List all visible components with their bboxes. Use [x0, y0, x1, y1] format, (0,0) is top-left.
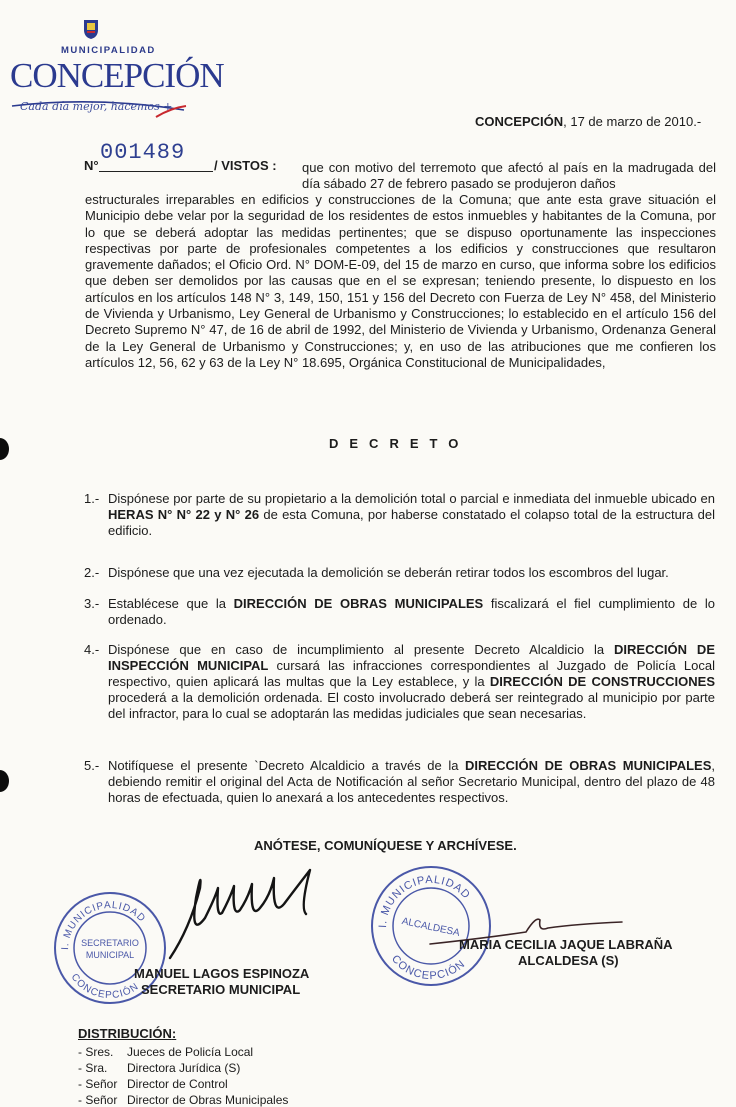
punch-hole	[0, 770, 9, 792]
svg-text:SECRETARIO: SECRETARIO	[81, 938, 139, 948]
secretary-name: MANUEL LAGOS ESPINOZA	[134, 966, 310, 981]
mayor-title: ALCALDESA (S)	[518, 953, 619, 968]
vistos-body: estructurales irreparables en edificios y construcciones de la Comuna; que ante esta grave situación el Municipio debe velar por la seguridad de los residentes de estos inmuebles y habitantes de la Comuna, por lo que se deberá adoptar las medidas pertinentes; que se dispuso oportunamente las inspecciones respectivas por parte de profesionales competentes a los edificios y construcciones que resultaron gravemente dañados; el Oficio Ord. N° DOM-E-09, del 15 de marzo en curso, que informa sobre los edificios que deben ser demolidos por las causas que en el se expresan; teniendo presente, lo dispuesto en los artículos en los artículos 148 N° 3, 149, 150, 151 y 156 del Decreto con Fuerza de Ley N° 458, del Ministerio de Vivienda y Urbanismo, Ley General de Urbanismo y Construcciones; lo establecido en el artículo 156 del Decreto Supremo N° 47, de 16 de abril de 1992, del Ministerio de Vivienda y Urbanismo, Ordenanza General de la Ley General de Urbanismo y Construcciones; y, en uso de las atribuciones que me confieren los artículos 12, 56, 62 y 63 de la Ley N° 18.695, Orgánica Constitucional de Municipalidades,	[85, 192, 716, 370]
crest-icon	[83, 18, 99, 40]
svg-text:MUNICIPAL: MUNICIPAL	[85, 950, 135, 960]
decree-number-label: N°	[84, 158, 99, 173]
item-number: 4.-	[84, 642, 100, 657]
svg-text:I. MUNICIPALIDAD: I. MUNICIPALIDAD	[59, 899, 148, 951]
logo-tagline: Cada día mejor, hacemos +	[20, 100, 173, 113]
logo-name: CONCEPCIÓN	[10, 56, 224, 95]
distribution-heading: DISTRIBUCIÓN:	[78, 1026, 177, 1041]
secretary-signature	[160, 858, 360, 968]
item-number: 2.-	[84, 565, 100, 580]
item-number: 5.-	[84, 758, 100, 773]
distribution-row: - Sres. Jueces de Policía Local	[78, 1045, 254, 1059]
item-number: 3.-	[84, 596, 100, 611]
vistos-label: / VISTOS :	[214, 158, 277, 173]
item-number: 1.-	[84, 491, 100, 506]
svg-text:ALCALDESA: ALCALDESA	[400, 915, 461, 939]
closing-formula: ANÓTESE, COMUNÍQUESE Y ARCHÍVESE.	[254, 838, 517, 853]
decree-item-1: Dispónese por parte de su propietario a la demolición total o parcial e inmediata del inmueble ubicado en HERAS N° N° 22 y N° 26 de esta Comuna, por haberse constatado el colapso total de la estructura del edificio.	[108, 491, 715, 538]
svg-text:I. MUNICIPALIDAD: I. MUNICIPALIDAD	[376, 873, 473, 929]
decree-item-4: Dispónese que en caso de incumplimiento al presente Decreto Alcaldicio la DIRECCIÓN DE INSPECCIÓN MUNICIPAL cursará las infracciones correspondientes al Juzgado de Policía Local respectivo, quien aplicará las multas que la Ley establece, y la DIRECCIÓN DE CONSTRUCCIONES procederá a la demolición ordenada. El costo involucrado deberá ser reintegrado al municipio por parte del infractor, para lo cual se adoptarán las medidas judiciales que sean necesarias.	[108, 642, 715, 721]
decree-item-5: Notifíquese el presente `Decreto Alcaldicio a través de la DIRECCIÓN DE OBRAS MUNICIPALES, debiendo remitir el original del Acta de Notificación al señor Secretario Municipal, dentro del plazo de 48 horas de efectuada, quien lo anexará a los antecedentes respectivos.	[108, 758, 715, 805]
svg-text:CONCEPCIÓN: CONCEPCIÓN	[68, 971, 142, 1002]
vistos-first-lines: que con motivo del terremoto que afectó al país en la madrugada del día sábado 27 de febrero pasado se produjeron daños	[302, 160, 716, 192]
mayor-name: MARIA CECILIA JAQUE LABRAÑA	[459, 937, 673, 952]
punch-hole	[0, 438, 9, 460]
logo-municipalidad: MUNICIPALIDAD	[61, 45, 156, 56]
decree-item-2: Dispónese que una vez ejecutada la demolición se deberán retirar todos los escombros del lugar.	[108, 565, 669, 580]
decreto-heading: DECRETO	[329, 436, 470, 451]
decree-item-3: Establécese que la DIRECCIÓN DE OBRAS MUNICIPALES fiscalizará el fiel cumplimiento de lo ordenado.	[108, 596, 715, 627]
distribution-row: - Señor Director de Control	[78, 1077, 228, 1091]
municipality-logo	[6, 18, 224, 128]
distribution-row: - Señor Director de Obras Municipales	[78, 1093, 289, 1107]
distribution-row: - Sra. Directora Jurídica (S)	[78, 1061, 241, 1075]
decree-number-stamp: 001489	[100, 140, 186, 165]
svg-text:CONCEPCIÓN: CONCEPCIÓN	[388, 952, 468, 983]
document-date: CONCEPCIÓN, 17 de marzo de 2010.-	[475, 114, 702, 129]
secretary-title: SECRETARIO MUNICIPAL	[141, 982, 301, 997]
number-underline	[99, 171, 213, 172]
